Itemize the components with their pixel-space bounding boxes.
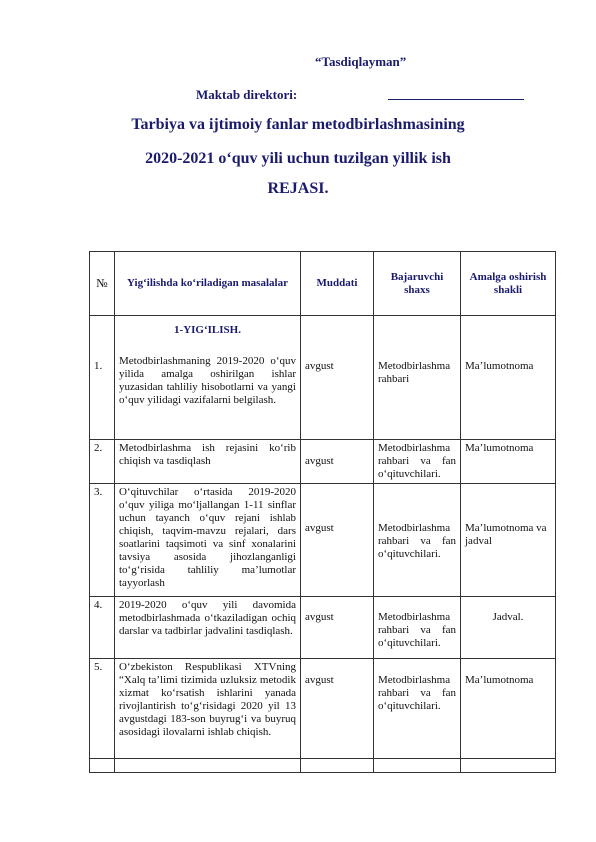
row-executor: Metodbirlashma rahbari va fan o‘qituvchilari.	[374, 484, 461, 597]
row-task	[115, 316, 301, 440]
col-header-executor: Bajaruvchi shaxs	[374, 252, 461, 316]
work-plan-table	[89, 251, 556, 773]
col-header-form: Amalga oshirish shakli	[461, 252, 556, 316]
col-header-task: Yig‘ilishda ko‘riladigan masalalar	[115, 252, 301, 316]
row-task: O‘zbekiston Respublikasi XTVning “Xalq ta’limi tizimida uzluksiz metodik xizmat ko‘rsatish ishlarini yanada rivojlantirish to‘g‘risidagi 2020 yil 13 avgustdagi 183-son buyrug‘i va buyruq asosidagi ilovalarni ishlab chiqish.	[115, 659, 301, 759]
table-header-row	[90, 252, 556, 316]
row-deadline: avgust	[301, 440, 374, 484]
row-form: Jadval.	[461, 597, 556, 659]
task-text: Metodbirlashmaning 2019-2020 o‘quv yilida amalga oshirilgan ishlar yuzasidan tahliliy hisobotlarni va yangi o‘quv yilidagi vazifalarni belgilash.	[119, 355, 296, 406]
row-task: Metodbirlashma ish rejasini ko‘rib chiqish va tasdiqlash	[115, 440, 301, 484]
row-deadline: avgust	[301, 659, 374, 759]
row-executor: Metodbirlashma rahbari	[374, 316, 461, 440]
empty-cell	[115, 759, 301, 773]
row-number: 1.	[90, 316, 115, 440]
row-number: 2.	[90, 440, 115, 484]
row-form: Ma’lumotnoma	[461, 440, 556, 484]
row-number: 5.	[90, 659, 115, 759]
row-task: 2019-2020 o‘quv yili davomida metodbirlashmada o‘tkaziladigan ochiq darslar va tadbirlar jadvalini tasdiqlash.	[115, 597, 301, 659]
meeting-title: 1-YIG‘ILISH.	[174, 324, 241, 336]
table-row	[90, 316, 556, 440]
document-title-line3: REJASI.	[267, 180, 329, 197]
row-executor: Metodbirlashma rahbari va fan o‘qituvchilari.	[374, 597, 461, 659]
col-header-number: №	[90, 252, 115, 316]
col-header-deadline: Muddati	[301, 252, 374, 316]
row-form: Ma’lumotnoma va jadval	[461, 484, 556, 597]
row-deadline: avgust	[301, 597, 374, 659]
row-executor: Metodbirlashma rahbari va fan o‘qituvchilari.	[374, 659, 461, 759]
row-number: 3.	[90, 484, 115, 597]
row-number: 4.	[90, 597, 115, 659]
row-deadline: avgust	[301, 484, 374, 597]
empty-cell	[90, 759, 115, 773]
row-form: Ma’lumotnoma	[461, 659, 556, 759]
table-row	[90, 597, 556, 659]
row-deadline: avgust	[301, 316, 374, 440]
table-row-empty	[90, 759, 556, 773]
director-label: Maktab direktori:	[196, 87, 298, 102]
empty-cell	[374, 759, 461, 773]
approval-stamp-text: “Tasdiqlayman”	[315, 54, 407, 69]
table-row	[90, 484, 556, 597]
empty-cell	[301, 759, 374, 773]
row-form: Ma’lumotnoma	[461, 316, 556, 440]
table-row	[90, 440, 556, 484]
signature-line	[388, 99, 524, 100]
empty-cell	[461, 759, 556, 773]
row-executor: Metodbirlashma rahbari va fan o‘qituvchilari.	[374, 440, 461, 484]
table-row	[90, 659, 556, 759]
document-title-line2: 2020-2021 o‘quv yili uchun tuzilgan yillik ish	[145, 150, 451, 167]
row-task: O‘qituvchilar o‘rtasida 2019-2020 o‘quv yiliga mo‘ljallangan 1-11 sinflar uchun tayanch o‘quv rejani ishlab chiqish, taqvim-mavzu rejalari, dars soatlarini taqsimoti va sinf xonalarini tavsiya asosida jihozlanganligi to‘g‘risida tahliliy ma’lumotlar tayyorlash	[115, 484, 301, 597]
document-title-line1: Tarbiya va ijtimoiy fanlar metodbirlashmasining	[131, 116, 465, 133]
